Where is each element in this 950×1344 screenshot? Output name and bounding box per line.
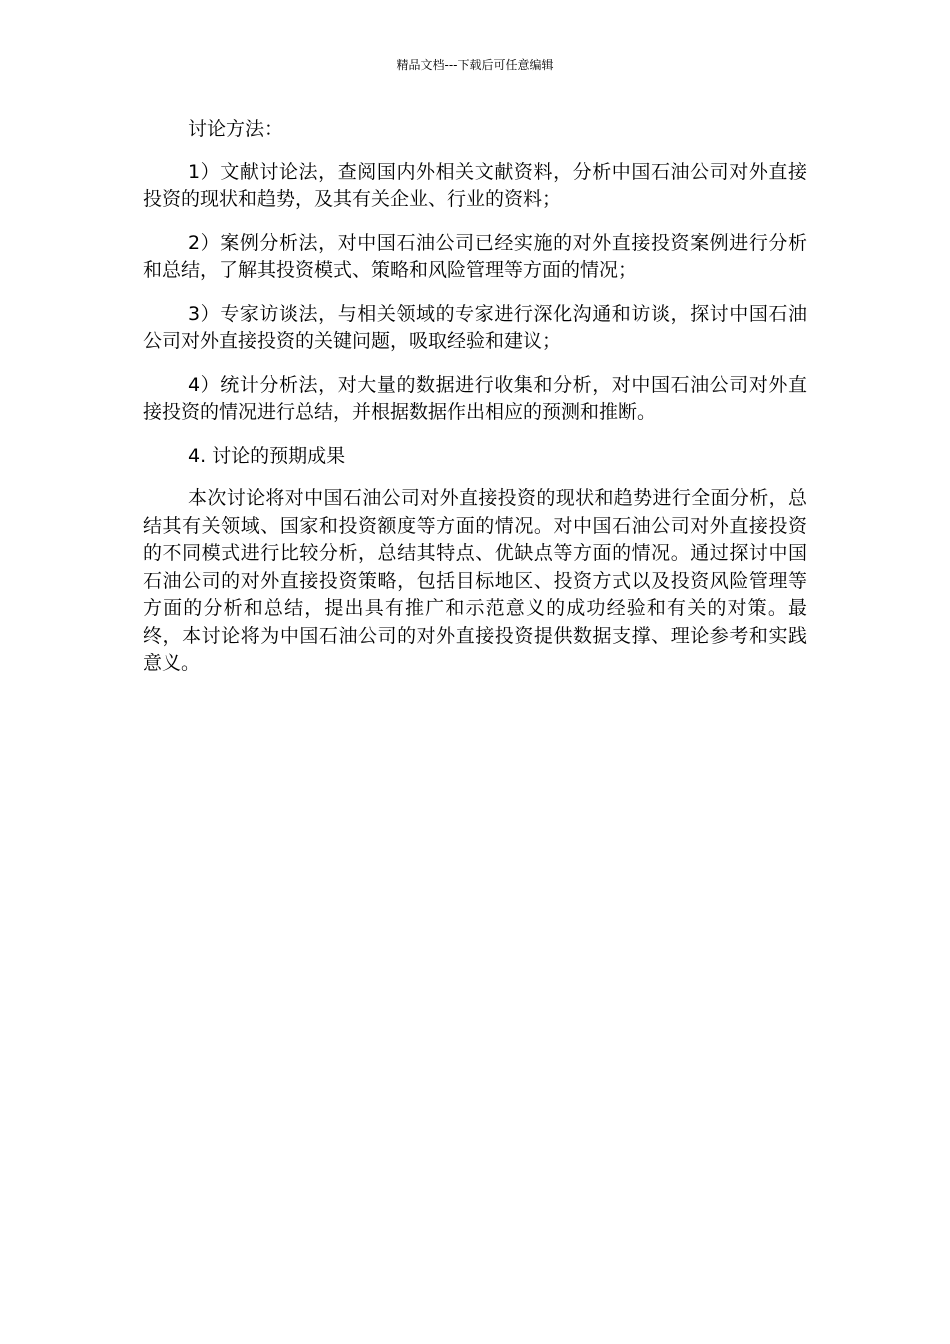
method-item-4: 4）统计分析法，对大量的数据进行收集和分析，对中国石油公司对外直接投资的情况进行总结，并根据数据作出相应的预测和推断。 <box>143 373 807 423</box>
document-body <box>143 116 807 694</box>
method-item-1: 1）文献讨论法，查阅国内外相关文献资料，分析中国石油公司对外直接投资的现状和趋势，及其有关企业、行业的资料； <box>143 160 807 210</box>
conclusion-paragraph: 本次讨论将对中国石油公司对外直接投资的现状和趋势进行全面分析，总结其有关领域、国家和投资额度等方面的情况。对中国石油公司对外直接投资的不同模式进行比较分析，总结其特点、优缺点等方面的情况。通过探讨中国石油公司的对外直接投资策略，包括目标地区、投资方式以及投资风险管理等方面的分析和总结，提出具有推广和示范意义的成功经验和有关的对策。最终，本讨论将为中国石油公司的对外直接投资提供数据支撑、理论参考和实践意义。 <box>143 487 807 674</box>
page-header: 精品文档---下载后可任意编辑 <box>396 58 554 72</box>
method-item-3: 3）专家访谈法，与相关领域的专家进行深化沟通和访谈，探讨中国石油公司对外直接投资的关键问题，吸取经验和建议； <box>143 302 807 352</box>
method-item-2: 2）案例分析法，对中国石油公司已经实施的对外直接投资案例进行分析和总结，了解其投资模式、策略和风险管理等方面的情况； <box>143 231 807 281</box>
methods-title: 讨论方法： <box>188 118 284 140</box>
section-heading: 4. 讨论的预期成果 <box>188 444 346 467</box>
